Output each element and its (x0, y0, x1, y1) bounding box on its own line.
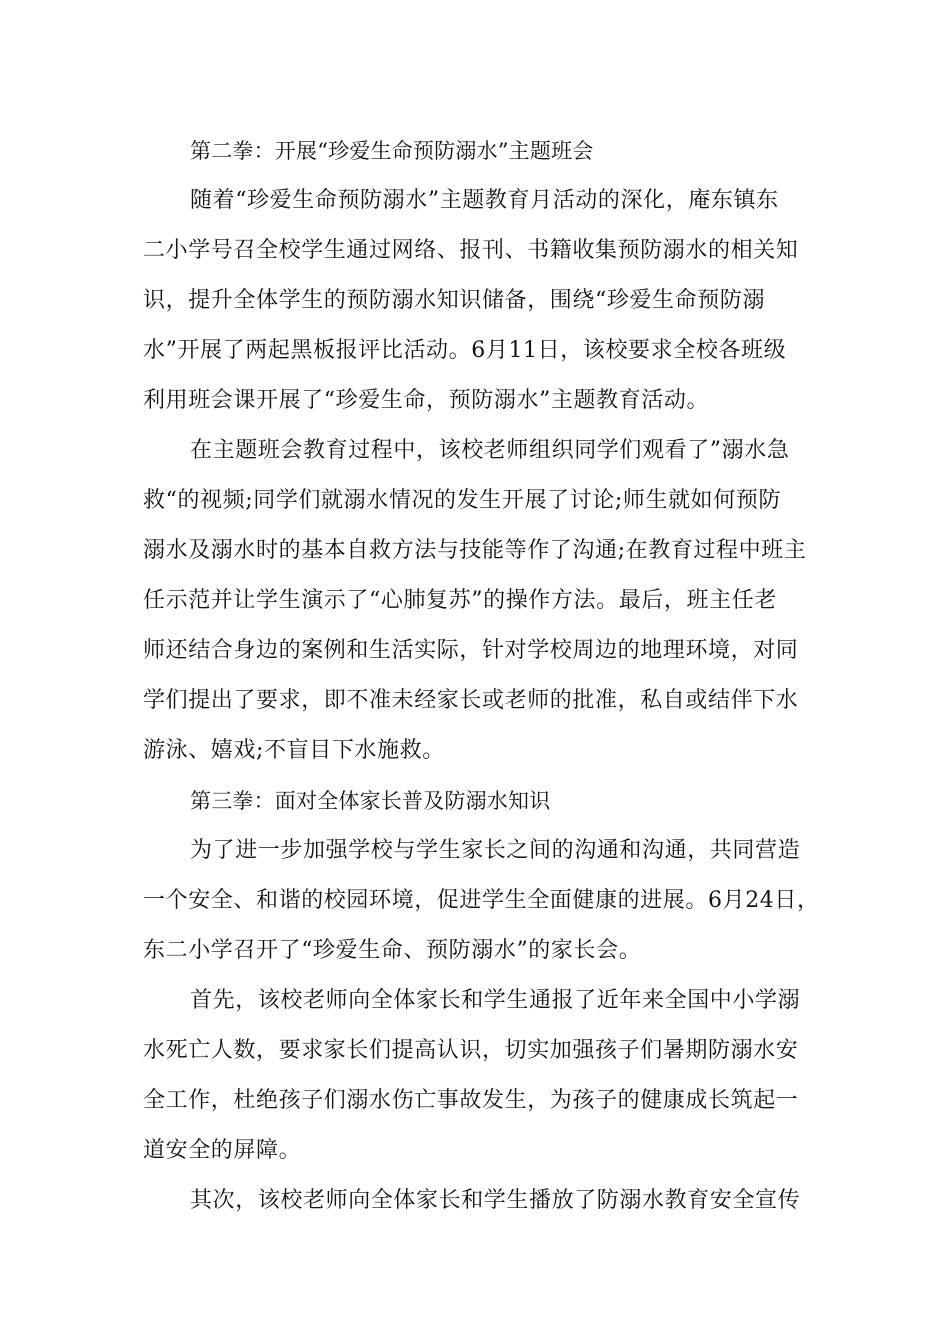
paragraph-line: 道安全的屏障。 (143, 1138, 302, 1163)
section-heading-2: 第二拳：开展“珍爱生命预防溺水”主题班会 (190, 139, 594, 163)
paragraph-line: 水死亡人数，要求家长们提高认识，切实加强孩子们暑期防溺水安 (143, 1038, 799, 1063)
paragraph-line: 其次，该校老师向全体家长和学生播放了防溺水教育安全宣传 (190, 1188, 801, 1213)
paragraph-line: 游泳、嬉戏;不盲目下水施救。 (143, 738, 445, 763)
paragraph-line: 水”开展了两起黑板报评比活动。6月11日，该校要求全校各班级 (143, 338, 787, 363)
paragraph-line: 利用班会课开展了“珍爱生命，预防溺水”主题教育活动。 (143, 388, 710, 413)
paragraph-line: 全工作，杜绝孩子们溺水伤亡事故发生，为孩子的健康成长筑起一 (143, 1088, 799, 1113)
paragraph-line: 首先，该校老师向全体家长和学生通报了近年来全国中小学溺 (190, 988, 801, 1013)
paragraph-line: 为了进一步加强学校与学生家长之间的沟通和沟通，共同营造 (190, 838, 801, 863)
paragraph-line: 溺水及溺水时的基本自救方法与技能等作了沟通;在教育过程中班主 (143, 538, 807, 563)
paragraph-line: 师还结合身边的案例和生活实际，针对学校周边的地理环境，对同 (143, 638, 799, 663)
paragraph-line: 一个安全、和谐的校园环境，促进学生全面健康的进展。6月24日， (143, 888, 820, 913)
section-heading-3: 第三拳：面对全体家长普及防溺水知识 (190, 789, 551, 813)
paragraph-line: 任示范并让学生演示了“心肺复苏”的操作方法。最后，班主任老 (143, 588, 777, 613)
paragraph-line: 东二小学召开了“珍爱生命、预防溺水”的家长会。 (143, 938, 642, 963)
paragraph-line: 在主题班会教育过程中，该校老师组织同学们观看了”溺水急 (190, 438, 790, 463)
paragraph-line: 识，提升全体学生的预防溺水知识储备，围绕“珍爱生命预防溺 (143, 288, 766, 313)
paragraph-line: 二小学号召全校学生通过网络、报刊、书籍收集预防溺水的相关知 (143, 238, 799, 263)
paragraph-line: 随着“珍爱生命预防溺水”主题教育月活动的深化，庵东镇东 (190, 188, 779, 213)
paragraph-line: 救“的视频;同学们就溺水情况的发生开展了讨论;师生就如何预防 (143, 488, 782, 513)
paragraph-line: 学们提出了要求，即不准未经家长或老师的批准，私自或结伴下水 (143, 688, 799, 713)
